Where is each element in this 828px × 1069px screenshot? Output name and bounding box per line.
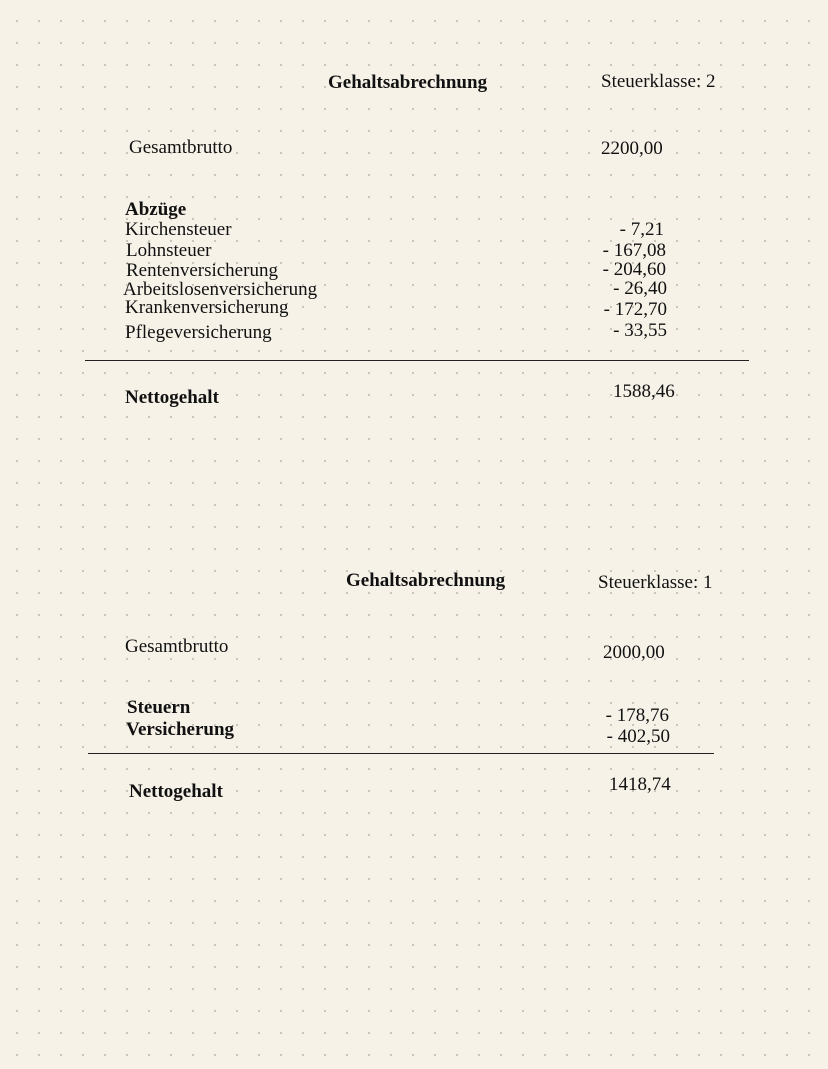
- deduction-value: - 178,76: [605, 705, 669, 726]
- deduction-label: Lohnsteuer: [126, 240, 212, 261]
- deduction-value: - 26,40: [613, 278, 667, 299]
- deduction-label: Versicherung: [126, 719, 235, 740]
- net-value: 1418,74: [609, 774, 671, 795]
- deduction-value: - 172,70: [603, 299, 667, 320]
- deduction-value: - 402,50: [606, 726, 670, 747]
- payslip-title: Gehaltsabrechnung: [328, 72, 488, 93]
- net-label: Nettogehalt: [129, 781, 223, 802]
- gross-label: Gesamtbrutto: [129, 137, 233, 158]
- deduction-value: - 33,55: [613, 320, 667, 341]
- tax-class: Steuerklasse: 2: [601, 71, 716, 92]
- deduction-label: Rentenversicherung: [126, 260, 278, 281]
- deduction-value: - 204,60: [602, 259, 666, 280]
- gross-value: 2000,00: [603, 642, 665, 663]
- deduction-label: Krankenversicherung: [125, 297, 289, 318]
- total-rule: [88, 753, 714, 754]
- deduction-label: Steuern: [127, 697, 191, 718]
- deduction-label: Pflegeversicherung: [125, 322, 272, 343]
- deduction-label: Arbeitslosenversicherung: [123, 279, 318, 300]
- deduction-value: - 167,08: [602, 240, 666, 261]
- payslip-title: Gehaltsabrechnung: [346, 570, 506, 591]
- tax-class: Steuerklasse: 1: [598, 572, 713, 593]
- gross-label: Gesamtbrutto: [125, 636, 229, 657]
- net-label: Nettogehalt: [125, 387, 219, 408]
- net-value: 1588,46: [613, 381, 675, 402]
- gross-value: 2200,00: [601, 138, 663, 159]
- deduction-label: Kirchensteuer: [125, 219, 232, 240]
- deductions-heading: Abzüge: [125, 199, 187, 220]
- total-rule: [85, 360, 749, 361]
- deduction-value: - 7,21: [619, 219, 664, 240]
